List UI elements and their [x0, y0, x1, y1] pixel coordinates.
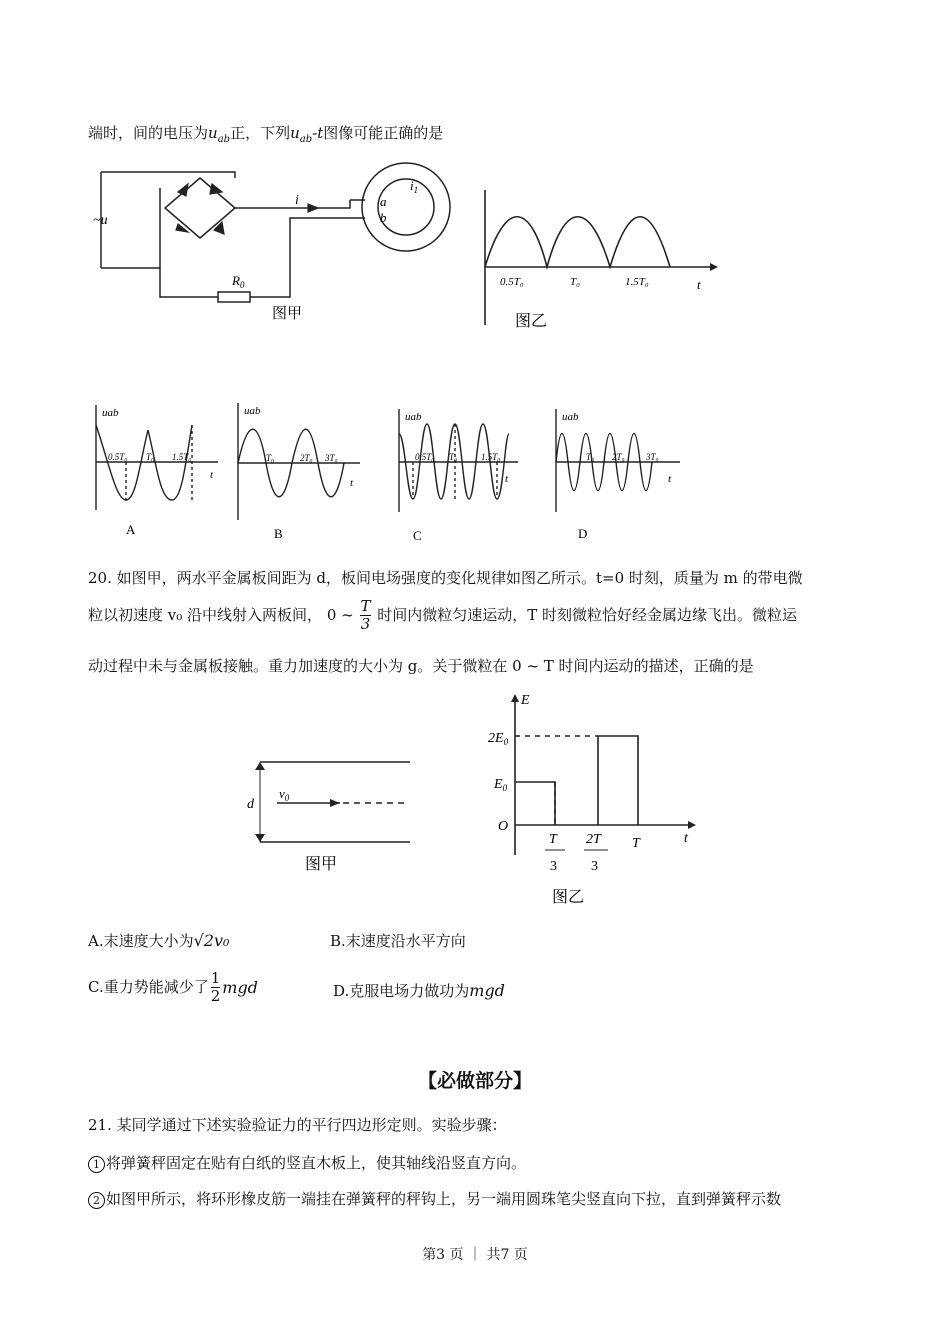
svg-text:t: t: [505, 473, 509, 485]
svg-text:uab: uab: [562, 411, 579, 423]
current-arrow: [308, 204, 318, 212]
page-footer: 第3 页 ｜ 共7 页: [422, 1247, 528, 1263]
svg-text:2T₀: 2T₀: [300, 453, 313, 463]
bridge-rectifier: [165, 178, 235, 238]
source-label: ~u: [93, 213, 108, 228]
svg-text:3T₀: 3T₀: [646, 452, 659, 462]
2e0-label: $2E_0$: [488, 731, 509, 747]
point-b-label: b: [380, 210, 387, 225]
q19-option-c-graph: [393, 404, 528, 546]
q20-option-b: B.末速度沿水平方向: [330, 932, 466, 950]
diode-2: [210, 184, 222, 194]
q19-option-a-graph: [88, 400, 228, 540]
q21-step-2: 2 如图甲所示，将环形橡皮筋一端挂在弹簧秤的秤钩上，另一端用圆珠笔尖竖直向下拉，直到弹簧秤示数: [88, 1188, 781, 1209]
svg-text:3T₀: 3T₀: [325, 453, 338, 463]
q20-paragraph-3: 动过程中未与金属板接触。重力加速度的大小为 g。关于微粒在 0 ~ T 时间内运动的描述，正确的是: [88, 657, 754, 675]
svg-text:t: t: [350, 477, 354, 489]
q19-circuit-figure: [90, 160, 450, 325]
tick-t-over-3-den: 3: [550, 859, 557, 874]
point-a-label: a: [380, 194, 387, 209]
q20-option-d: D.克服电场力做功为mgd: [333, 981, 505, 1000]
q20-paragraph-2: 粒以初速度 v₀ 沿中线射入两板间， 0 ~ $\frac{T}{3}$ 时间内微粒匀速运动，T 时刻微粒恰好经金属边缘飞出。微粒运: [88, 597, 798, 633]
svg-text:1.5T₀: 1.5T₀: [172, 452, 192, 462]
option-b-letter: B: [274, 526, 283, 541]
q19-intro: 端时，间的电压为$u_{ab}$正，下列$u_{ab}-t$图像可能正确的是: [88, 124, 444, 145]
t-axis-label: t: [697, 277, 701, 292]
svg-text:T₀: T₀: [449, 452, 458, 462]
tick-t0: T₀: [570, 276, 580, 288]
q21-paragraph-1: 21. 某同学通过下述实验验证力的平行四边形定则。实验步骤：: [88, 1116, 507, 1134]
tick-2t-over-3-den: 3: [591, 859, 598, 874]
ring-lead-bottom: [250, 218, 365, 297]
step-2-number: 2: [88, 1192, 105, 1209]
option-d-letter: D: [578, 526, 588, 541]
figure-jia-label: 图甲: [272, 304, 303, 322]
tick-2t-over-3-num: 2T: [586, 832, 601, 847]
2e0-segment: [598, 736, 638, 825]
d-label: d: [247, 797, 254, 812]
q20-plates-figure: [245, 752, 420, 877]
svg-text:uab: uab: [405, 411, 422, 423]
resistor-r0: [218, 292, 250, 302]
step-1-number: 1: [88, 1156, 105, 1173]
toroid-outer: [362, 163, 450, 251]
q21-step-1: 1 将弹簧秤固定在贴有白纸的竖直木板上，使其轴线沿竖直方向。: [88, 1152, 526, 1173]
t-axis-label: t: [684, 831, 688, 846]
fraction-one-half: $\frac{1}{2}$: [210, 969, 221, 1005]
q19-current-graph: [475, 185, 720, 335]
q20-field-graph: [490, 690, 710, 910]
svg-text:uab: uab: [102, 407, 119, 419]
resistor-wire: [160, 268, 218, 297]
svg-text:t: t: [668, 473, 672, 485]
ring-current-label: $i_1$: [410, 178, 419, 195]
svg-text:1.5T₀: 1.5T₀: [481, 452, 501, 462]
tick-0.5t0: 0.5T₀: [500, 276, 524, 288]
diode-1: [178, 184, 188, 196]
q19-option-b-graph: [230, 398, 370, 543]
svg-text:T₀: T₀: [266, 453, 275, 463]
tick-t: T: [632, 836, 640, 851]
q20-paragraph-1: 20. 如图甲，两水平金属板间距为 d，板间电场强度的变化规律如图乙所示。t=0 时刻，质量为 m 的带电微: [88, 569, 803, 587]
v0-label: $v_0$: [279, 786, 290, 803]
svg-text:uab: uab: [244, 405, 261, 417]
top-wire: [101, 172, 235, 178]
q19-option-d-graph: [550, 404, 690, 544]
fraction-t-over-3: $\frac{T}{3}$: [360, 597, 371, 633]
q20-option-a: A.末速度大小为√2v₀: [88, 931, 230, 950]
current-label: i: [295, 193, 299, 208]
option-a-letter: A: [126, 522, 136, 537]
svg-text:0.5T₀: 0.5T₀: [108, 452, 128, 462]
q20-figure-yi-label: 图乙: [552, 887, 585, 906]
svg-text:t: t: [210, 469, 214, 481]
output-wire-top: [235, 200, 350, 208]
e-axis-label: E: [521, 693, 530, 708]
svg-text:0.5T₀: 0.5T₀: [415, 452, 435, 462]
rectified-wave: [485, 217, 670, 267]
e0-segment: [515, 782, 555, 825]
t-axis-arrow: [710, 263, 718, 271]
resistor-label: $R_0$: [232, 273, 245, 290]
figure-yi-label: 图乙: [515, 311, 548, 330]
q20-figure-jia-label: 图甲: [305, 854, 338, 873]
q20-option-c: C.重力势能减少了 $\frac{1}{2}$ mgd: [88, 969, 258, 1005]
svg-text:T₀: T₀: [146, 452, 155, 462]
bottom-wire: [101, 188, 160, 268]
e0-label: $E_0$: [494, 777, 508, 793]
option-c-letter: C: [413, 528, 422, 543]
section-title: 【必做部分】: [417, 1070, 532, 1092]
svg-text:2T₀: 2T₀: [612, 452, 625, 462]
tick-1.5t0: 1.5T₀: [625, 276, 649, 288]
svg-text:T₀: T₀: [586, 452, 595, 462]
tick-t-over-3-num: T: [549, 832, 557, 847]
origin-label: O: [498, 819, 509, 834]
